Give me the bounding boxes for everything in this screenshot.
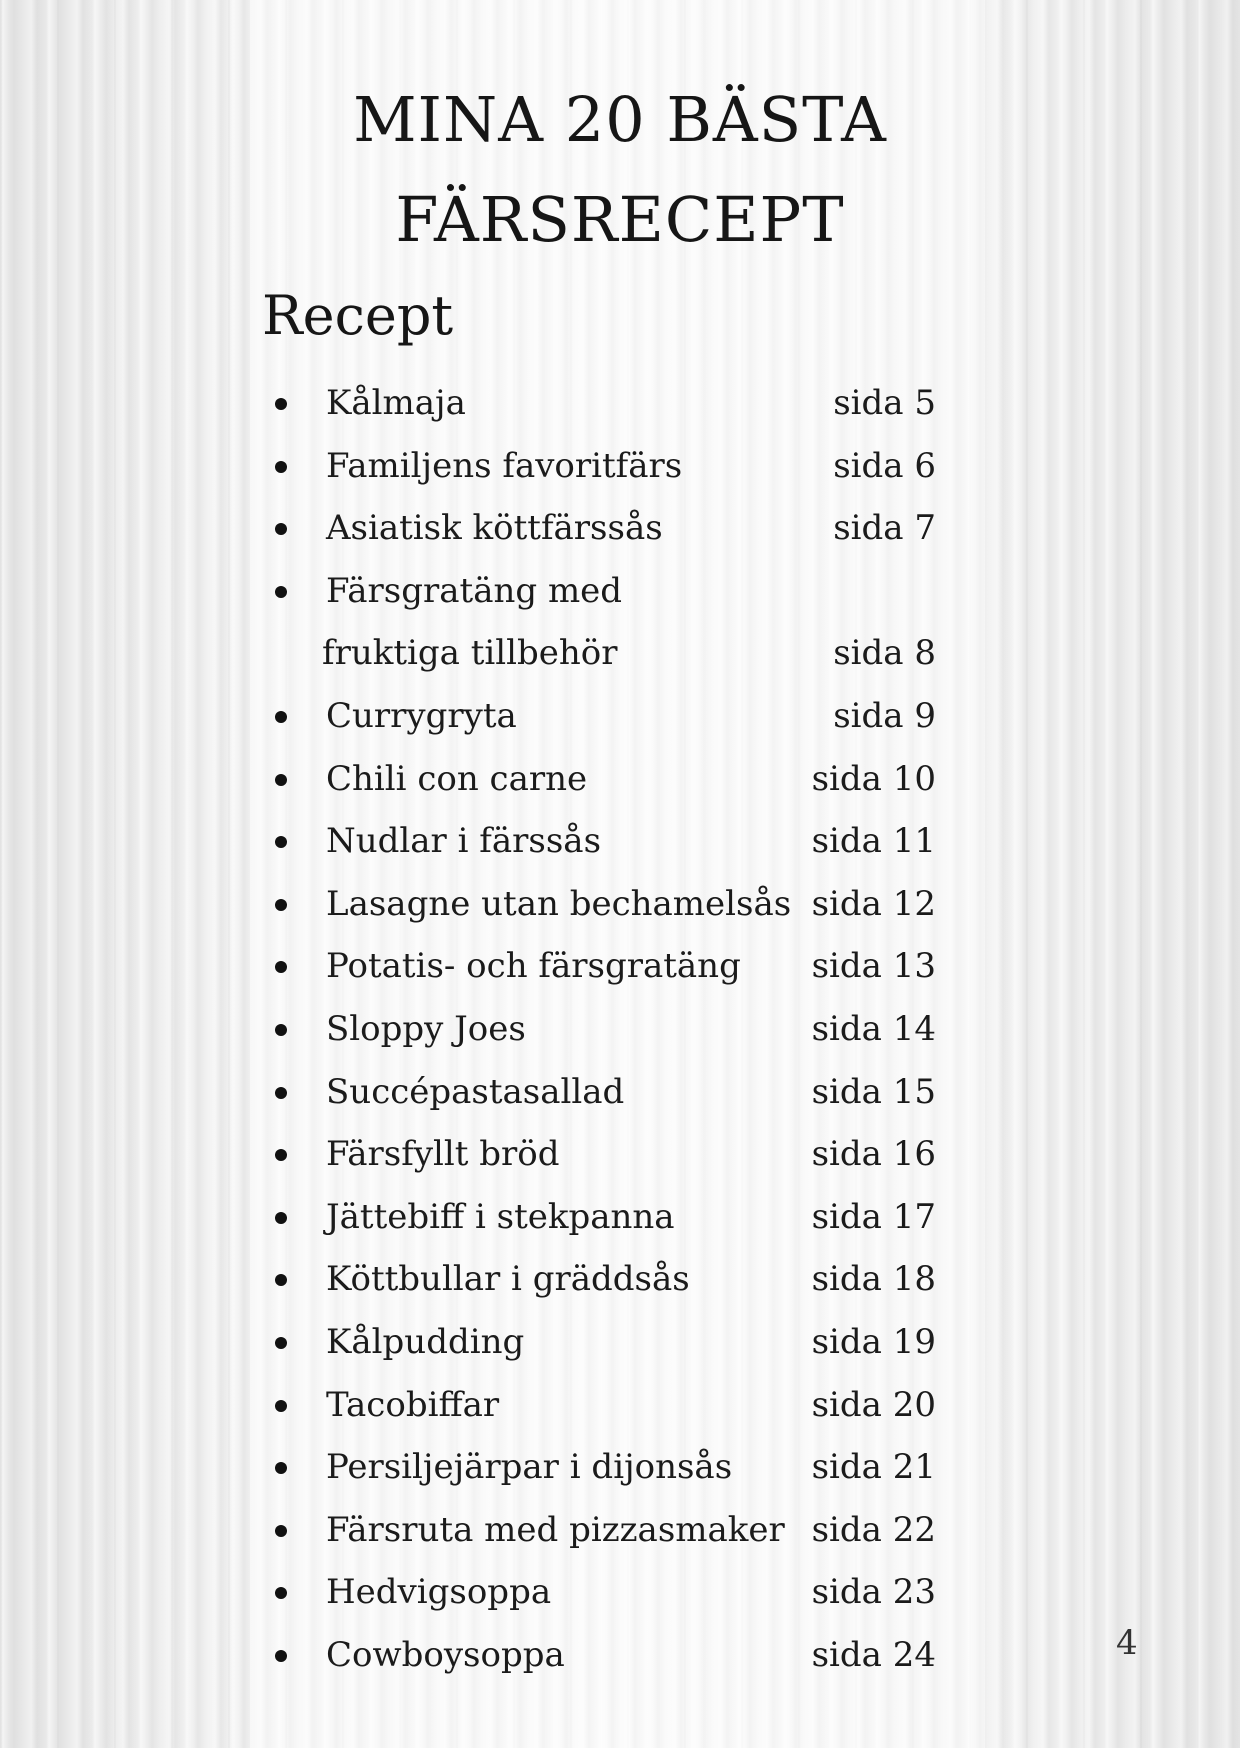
recipe-item[interactable] [270, 435, 940, 498]
recipe-page: sida 10 [811, 758, 936, 799]
recipe-name: Chili con carne [326, 758, 588, 799]
bullet-icon [275, 836, 287, 848]
bullet-icon [275, 1024, 287, 1036]
bullet-icon [275, 774, 287, 786]
recipe-name: Lasagne utan bechamelsås [326, 883, 792, 924]
recipe-name: Nudlar i färssås [326, 821, 602, 862]
recipe-item[interactable] [270, 1374, 940, 1437]
recipe-item[interactable] [270, 1186, 940, 1249]
recipe-page: sida 24 [811, 1634, 936, 1675]
bullet-icon [275, 899, 287, 911]
recipe-page: sida 17 [811, 1196, 936, 1237]
recipe-item[interactable] [270, 1561, 940, 1624]
bullet-icon [275, 961, 287, 973]
bullet-icon [275, 1087, 287, 1099]
recipe-name: Färsfyllt bröd [326, 1134, 560, 1175]
recipe-name: Kålmaja [326, 383, 466, 423]
recipe-name: Currygryta [326, 695, 517, 736]
bullet-icon [275, 1462, 287, 1474]
recipe-item[interactable] [270, 685, 940, 748]
bullet-icon [275, 1525, 287, 1537]
recipe-name: Potatis- och färsgratäng [326, 946, 741, 987]
recipe-item[interactable] [270, 1624, 940, 1687]
recipe-page: sida 19 [811, 1321, 936, 1362]
recipe-page: sida 16 [811, 1134, 936, 1175]
recipe-page: sida 9 [833, 695, 936, 736]
page-title [240, 70, 1000, 270]
recipe-page: sida 13 [811, 946, 936, 987]
bullet-icon [275, 461, 287, 473]
bullet-icon [275, 1400, 287, 1412]
recipe-page: sida 8 [833, 633, 936, 674]
bullet-icon [275, 398, 287, 410]
recipe-item[interactable] [270, 935, 940, 998]
title-line-2: FÄRSRECEPT [395, 183, 845, 256]
recipe-item[interactable] [270, 497, 940, 560]
recipe-item[interactable] [270, 1248, 940, 1311]
recipe-name: Tacobiffar [326, 1384, 500, 1425]
bullet-icon [275, 586, 287, 598]
recipe-page: sida 23 [811, 1572, 936, 1613]
bullet-icon [275, 1274, 287, 1286]
recipe-name: Asiatisk köttfärssås [326, 508, 663, 549]
recipe-name: Hedvigsoppa [326, 1572, 552, 1613]
recipe-item[interactable] [270, 810, 940, 873]
recipe-page: sida 11 [811, 821, 936, 862]
title-line-1: MINA 20 BÄSTA [353, 83, 887, 156]
recipe-name: fruktiga tillbehör [322, 633, 618, 674]
page-number: 4 [1116, 1623, 1138, 1663]
recipe-name: Sloppy Joes [326, 1008, 526, 1049]
bullet-icon [275, 1149, 287, 1161]
recipe-page: sida 7 [833, 508, 936, 549]
recipe-page: sida 20 [811, 1384, 936, 1425]
bullet-icon [275, 711, 287, 723]
bullet-icon [275, 1337, 287, 1349]
bullet-icon [275, 1650, 287, 1662]
bullet-icon [275, 1587, 287, 1599]
recipe-page: sida 12 [811, 883, 936, 924]
recipe-page: sida 21 [811, 1447, 936, 1488]
recipe-item[interactable] [270, 1499, 940, 1562]
bullet-icon [275, 1212, 287, 1224]
recipe-page: sida 6 [833, 445, 936, 486]
recipe-name: Succépastasallad [326, 1071, 625, 1112]
recipe-page: sida 18 [811, 1259, 936, 1300]
recipe-item[interactable] [270, 748, 940, 811]
recipe-name: Färsruta med pizzasmaker [326, 1509, 785, 1550]
recipe-name: Färsgratäng med [326, 570, 623, 611]
section-heading: Recept [262, 284, 454, 347]
recipe-name: Persiljejärpar i dijonsås [326, 1447, 733, 1488]
recipe-page: sida 15 [811, 1071, 936, 1112]
recipe-item-continuation[interactable] [270, 622, 940, 685]
recipe-item[interactable] [270, 1123, 940, 1186]
recipe-page: sida 22 [811, 1509, 936, 1550]
recipe-page: sida 14 [811, 1008, 936, 1049]
recipe-name: Cowboysoppa [326, 1634, 565, 1675]
recipe-page: sida 5 [833, 383, 936, 423]
bullet-icon [275, 523, 287, 535]
recipe-item[interactable] [270, 1436, 940, 1499]
recipe-item[interactable] [270, 372, 940, 435]
recipe-item[interactable] [270, 998, 940, 1061]
recipe-name: Köttbullar i gräddsås [326, 1259, 690, 1300]
recipe-name: Kålpudding [326, 1321, 525, 1362]
recipe-item[interactable] [270, 1061, 940, 1124]
recipe-list [270, 372, 940, 1686]
recipe-item[interactable] [270, 1311, 940, 1374]
recipe-item[interactable] [270, 560, 940, 623]
recipe-name: Familjens favoritfärs [326, 445, 683, 486]
recipe-item[interactable] [270, 873, 940, 936]
recipe-name: Jättebiff i stekpanna [326, 1196, 675, 1237]
